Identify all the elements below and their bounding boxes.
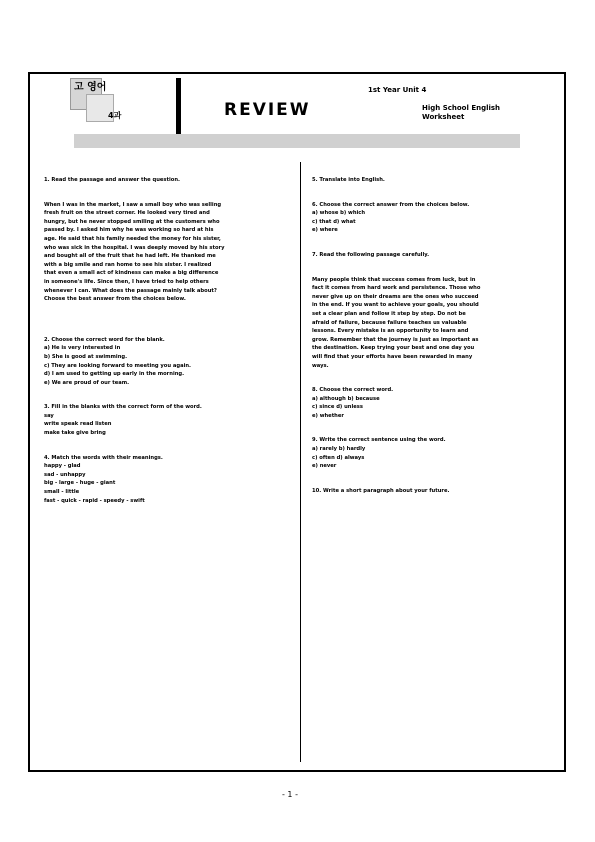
answer-line: c) They are looking forward to meeting you again. [44, 362, 192, 369]
passage-line: grow. Remember that the journey is just as important as [312, 336, 479, 343]
answer-line: small - little [44, 489, 80, 496]
passage-line: the destination. Keep trying your best and one day you [312, 345, 475, 352]
answer-line: a) whose b) which [312, 210, 366, 217]
answer-line: d) I am used to getting up early in the morning. [44, 371, 185, 378]
question-4: 4. Match the words with their meanings. [44, 454, 163, 461]
question-7-items [312, 395, 558, 421]
passage-line: whenever I can. What does the passage mainly talk about? [44, 287, 217, 294]
question-2: 2. Choose the correct word for the blank. [44, 336, 165, 343]
passage-line: will find that your efforts have been rewarded in many [312, 353, 473, 360]
answer-line: make take give bring [44, 430, 106, 437]
header-divider [176, 78, 181, 138]
passage-line: and bought all of the fruit that he had left. He thanked me [44, 253, 216, 260]
passage-line: Choose the best answer from the choices below. [44, 296, 186, 303]
question-6-passage [312, 276, 558, 371]
header-meta-sub1: High School English [422, 104, 501, 112]
question-5: 5. Translate into English. [312, 177, 385, 183]
passage-line: lessons. Every mistake is an opportunity to learn and [312, 328, 469, 335]
left-column [44, 176, 288, 505]
question-5-text: 6. Choose the correct answer from the choices below. [312, 201, 470, 208]
answer-line: fast - quick - rapid - speedy - swift [44, 497, 145, 504]
answer-line: write speak read listen [44, 421, 112, 428]
right-column [312, 176, 558, 495]
passage-line: fresh fruit on the street corner. He looked very tired and [44, 210, 210, 217]
answer-line: b) She is good at swimming. [44, 353, 128, 360]
answer-line: a) He is very interested in [44, 345, 121, 352]
header-shade-bar [74, 134, 520, 148]
answer-line: c) since d) unless [312, 404, 363, 411]
passage-line: in someone's life. Since then, I have tried to help others [44, 278, 209, 285]
answer-line: sad - unhappy [44, 471, 86, 478]
header-meta-block [422, 104, 500, 122]
header-meta-sub2: Worksheet [422, 113, 465, 121]
column-divider [300, 162, 301, 762]
passage-line: When I was in the market, I saw a small boy who was selling [44, 201, 222, 208]
answer-line: c) that d) what [312, 218, 356, 225]
question-8-items [312, 445, 558, 471]
worksheet-frame [28, 72, 566, 772]
passage-line: in the end. If you want to achieve your goals, you should [312, 302, 479, 309]
question-3-items [44, 412, 288, 438]
unit-label: 4과 [108, 111, 122, 120]
answer-line: e) We are proud of our team. [44, 379, 130, 386]
answer-line: a) although b) because [312, 395, 380, 402]
passage-line: afraid of failure, because failure teaches us valuable [312, 319, 467, 326]
passage-line: passed by. I asked him why he was working so hard at his [44, 227, 214, 234]
question-2-items [44, 344, 288, 387]
question-1-passage [44, 201, 288, 304]
passage-line: never give up on their dreams are the ones who succeed [312, 293, 479, 300]
passage-line: fact it comes from hard work and persistence. Those who [312, 285, 481, 292]
question-7: 8. Choose the correct word. [312, 387, 394, 394]
page-number: - 1 - [282, 790, 298, 799]
passage-line: hungry, but he never stopped smiling at the customers who [44, 218, 220, 225]
passage-line: that even a small act of kindness can make a big difference [44, 270, 219, 277]
question-8: 9. Write the correct sentence using the word. [312, 437, 446, 444]
question-3: 3. Fill in the blanks with the correct form of the word. [44, 404, 202, 411]
question-1: 1. Read the passage and answer the question. [44, 177, 181, 183]
answer-line: happy - glad [44, 463, 81, 470]
answer-line: e) never [312, 463, 337, 470]
question-9: 10. Write a short paragraph about your future. [312, 487, 450, 494]
answer-line: e) where [312, 227, 338, 234]
passage-line: age. He said that his family needed the money for his sister, [44, 235, 221, 242]
answer-line: big - large - huge - giant [44, 480, 116, 487]
answer-line: e) whether [312, 412, 344, 419]
question-4-items [44, 462, 288, 505]
question-5-items [312, 209, 558, 235]
passage-line: Many people think that success comes from luck, but in [312, 276, 476, 283]
worksheet-header [30, 74, 564, 152]
answer-line: c) often d) always [312, 454, 365, 461]
question-6: 7. Read the following passage carefully. [312, 251, 430, 258]
answer-line: say [44, 412, 54, 419]
header-meta-line: 1st Year Unit 4 [368, 86, 427, 94]
passage-line: who was sick in the hospital. I was deeply moved by his story [44, 244, 225, 251]
subject-label: 고 영어 [74, 82, 107, 93]
passage-line: set a clear plan and follow it step by step. Do not be [312, 310, 466, 317]
passage-line: with a big smile and ran home to see his sister. I realized [44, 261, 212, 268]
sheet-title: REVIEW [224, 100, 311, 120]
answer-line: a) rarely b) hardly [312, 446, 366, 453]
passage-line: ways. [312, 362, 329, 369]
